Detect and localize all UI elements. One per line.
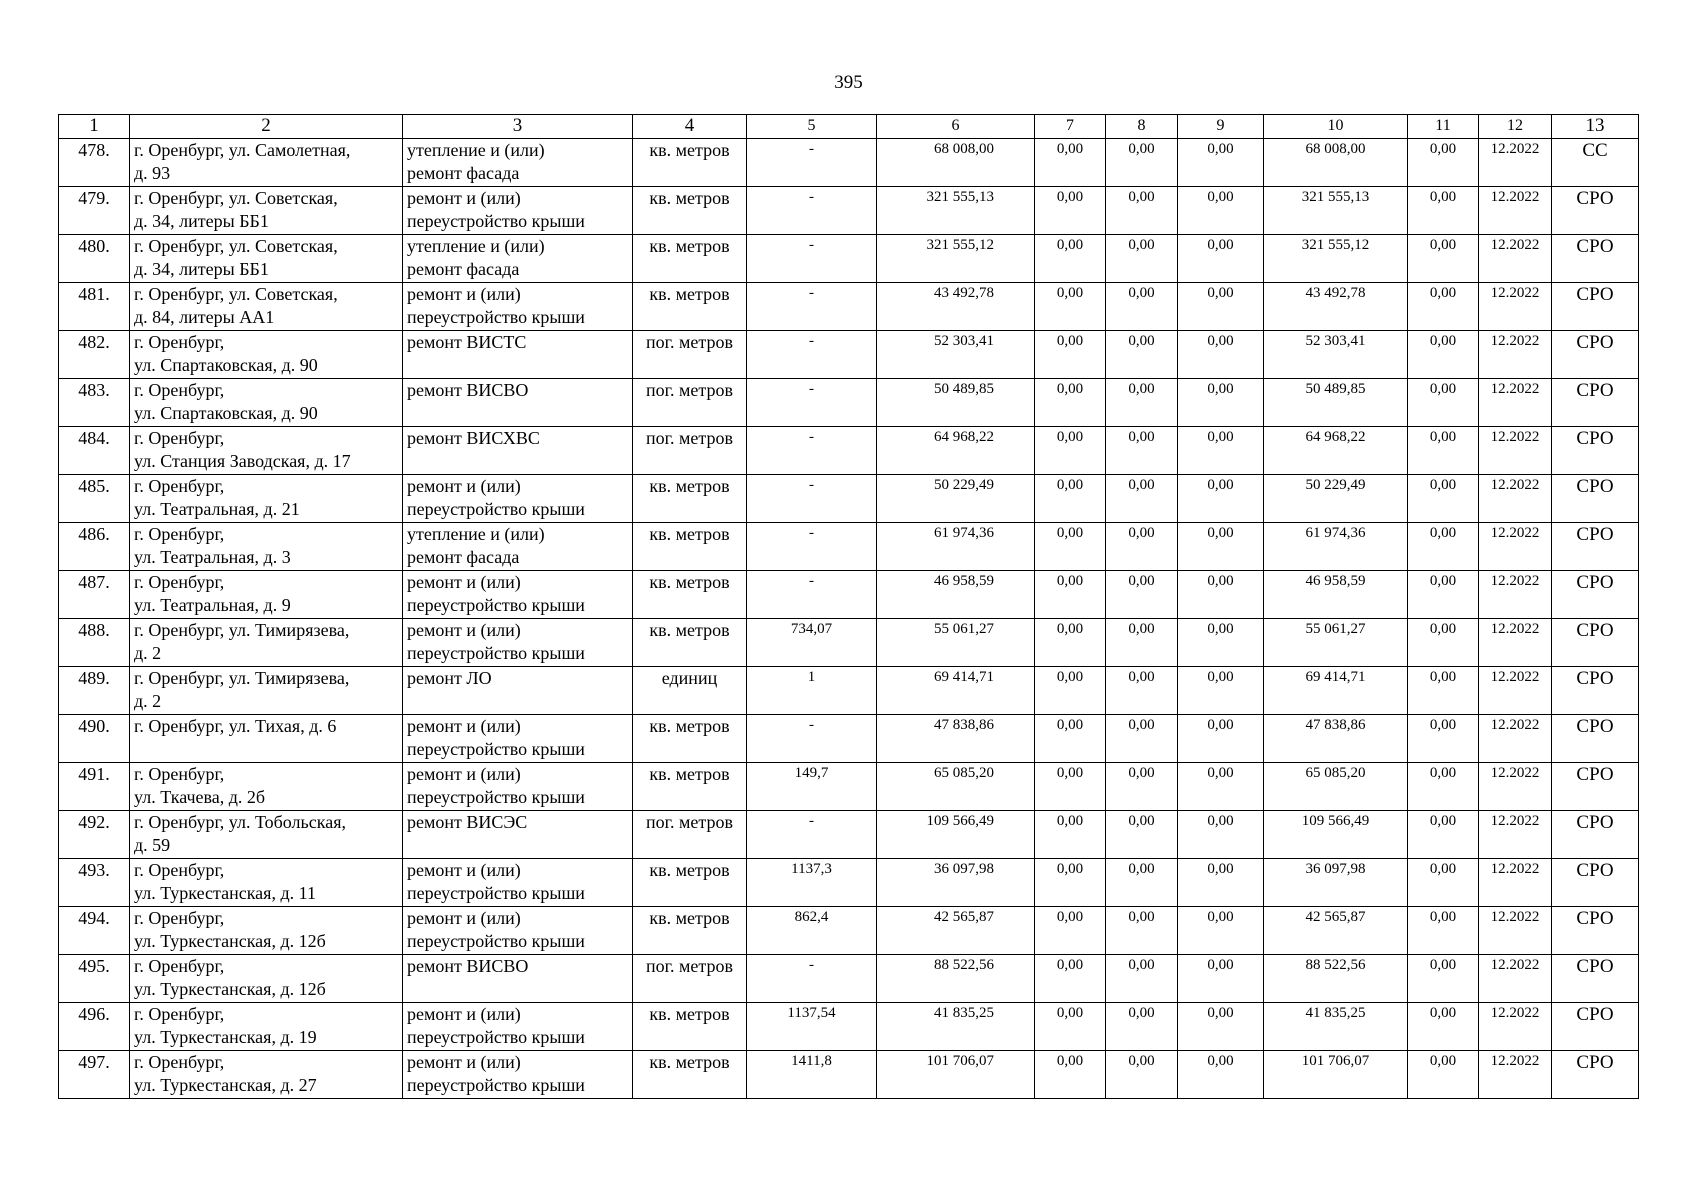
cost-col8-cell: 0,00: [1106, 763, 1178, 811]
column-header-10: 10: [1264, 115, 1408, 139]
date-cell: 12.2022: [1479, 859, 1552, 907]
date-cell: 12.2022: [1479, 955, 1552, 1003]
cost-col8-cell: 0,00: [1106, 427, 1178, 475]
cost-col10-cell: 88 522,56: [1264, 955, 1408, 1003]
cost-col8-cell: 0,00: [1106, 283, 1178, 331]
cost-col8-cell: 0,00: [1106, 715, 1178, 763]
table-row: [59, 763, 1639, 811]
cost-col9-cell: 0,00: [1178, 523, 1264, 571]
cost-col7-cell: 0,00: [1035, 715, 1106, 763]
quantity-cell: -: [747, 139, 877, 187]
cost-col8-cell: 0,00: [1106, 187, 1178, 235]
unit-cell: кв. метров: [633, 907, 747, 955]
column-header-2: 2: [130, 115, 403, 139]
cost-col8-cell: 0,00: [1106, 331, 1178, 379]
cost-col7-cell: 0,00: [1035, 331, 1106, 379]
date-cell: 12.2022: [1479, 619, 1552, 667]
code-cell: СРО: [1552, 1051, 1639, 1099]
date-cell: 12.2022: [1479, 715, 1552, 763]
column-header-8: 8: [1106, 115, 1178, 139]
cost-col10-cell: 52 303,41: [1264, 331, 1408, 379]
unit-cell: кв. метров: [633, 283, 747, 331]
cost-col10-cell: 65 085,20: [1264, 763, 1408, 811]
date-cell: 12.2022: [1479, 907, 1552, 955]
unit-cell: кв. метров: [633, 523, 747, 571]
unit-cell: пог. метров: [633, 811, 747, 859]
date-cell: 12.2022: [1479, 811, 1552, 859]
cost-col9-cell: 0,00: [1178, 811, 1264, 859]
cost-col8-cell: 0,00: [1106, 811, 1178, 859]
cost-col11-cell: 0,00: [1408, 667, 1479, 715]
table-row: [59, 715, 1639, 763]
code-cell: СРО: [1552, 955, 1639, 1003]
table-row: [59, 811, 1639, 859]
cost-col9-cell: 0,00: [1178, 235, 1264, 283]
cost-col8-cell: 0,00: [1106, 907, 1178, 955]
total-cost-cell: 46 958,59: [877, 571, 1035, 619]
cost-col10-cell: 321 555,13: [1264, 187, 1408, 235]
unit-cell: кв. метров: [633, 571, 747, 619]
code-cell: СРО: [1552, 283, 1639, 331]
row-number: 495.: [59, 955, 130, 1003]
address-cell: г. Оренбург, ул. Тобольская, д. 59: [130, 811, 403, 859]
work-type-cell: утепление и (или) ремонт фасада: [403, 523, 633, 571]
cost-col9-cell: 0,00: [1178, 619, 1264, 667]
address-cell: г. Оренбург, ул. Туркестанская, д. 11: [130, 859, 403, 907]
code-cell: СРО: [1552, 763, 1639, 811]
quantity-cell: -: [747, 331, 877, 379]
total-cost-cell: 50 229,49: [877, 475, 1035, 523]
cost-col9-cell: 0,00: [1178, 907, 1264, 955]
cost-col11-cell: 0,00: [1408, 955, 1479, 1003]
row-number: 489.: [59, 667, 130, 715]
cost-col10-cell: 46 958,59: [1264, 571, 1408, 619]
cost-col11-cell: 0,00: [1408, 475, 1479, 523]
code-cell: СРО: [1552, 907, 1639, 955]
date-cell: 12.2022: [1479, 331, 1552, 379]
table-row: [59, 139, 1639, 187]
code-cell: СРО: [1552, 427, 1639, 475]
table-row: [59, 523, 1639, 571]
cost-col7-cell: 0,00: [1035, 619, 1106, 667]
quantity-cell: 1137,3: [747, 859, 877, 907]
work-type-cell: ремонт и (или) переустройство крыши: [403, 1051, 633, 1099]
cost-col8-cell: 0,00: [1106, 1003, 1178, 1051]
quantity-cell: -: [747, 715, 877, 763]
unit-cell: единиц: [633, 667, 747, 715]
cost-col8-cell: 0,00: [1106, 1051, 1178, 1099]
cost-col10-cell: 69 414,71: [1264, 667, 1408, 715]
cost-col7-cell: 0,00: [1035, 139, 1106, 187]
date-cell: 12.2022: [1479, 1051, 1552, 1099]
address-cell: г. Оренбург, ул. Самолетная, д. 93: [130, 139, 403, 187]
code-cell: СРО: [1552, 715, 1639, 763]
code-cell: СРО: [1552, 571, 1639, 619]
cost-col11-cell: 0,00: [1408, 763, 1479, 811]
date-cell: 12.2022: [1479, 523, 1552, 571]
cost-col9-cell: 0,00: [1178, 1051, 1264, 1099]
total-cost-cell: 52 303,41: [877, 331, 1035, 379]
row-number: 490.: [59, 715, 130, 763]
cost-col11-cell: 0,00: [1408, 859, 1479, 907]
total-cost-cell: 41 835,25: [877, 1003, 1035, 1051]
quantity-cell: -: [747, 283, 877, 331]
table-row: [59, 475, 1639, 523]
table-row: [59, 331, 1639, 379]
cost-col11-cell: 0,00: [1408, 139, 1479, 187]
quantity-cell: -: [747, 187, 877, 235]
cost-col9-cell: 0,00: [1178, 379, 1264, 427]
total-cost-cell: 109 566,49: [877, 811, 1035, 859]
cost-col11-cell: 0,00: [1408, 715, 1479, 763]
table-body: [59, 139, 1639, 1099]
table-row: [59, 571, 1639, 619]
cost-col10-cell: 61 974,36: [1264, 523, 1408, 571]
cost-col11-cell: 0,00: [1408, 523, 1479, 571]
column-header-12: 12: [1479, 115, 1552, 139]
date-cell: 12.2022: [1479, 1003, 1552, 1051]
total-cost-cell: 55 061,27: [877, 619, 1035, 667]
total-cost-cell: 43 492,78: [877, 283, 1035, 331]
cost-col10-cell: 36 097,98: [1264, 859, 1408, 907]
work-type-cell: ремонт ВИСВО: [403, 955, 633, 1003]
table-row: [59, 235, 1639, 283]
cost-col11-cell: 0,00: [1408, 1003, 1479, 1051]
date-cell: 12.2022: [1479, 379, 1552, 427]
cost-col10-cell: 101 706,07: [1264, 1051, 1408, 1099]
date-cell: 12.2022: [1479, 763, 1552, 811]
unit-cell: пог. метров: [633, 331, 747, 379]
quantity-cell: -: [747, 379, 877, 427]
unit-cell: кв. метров: [633, 715, 747, 763]
code-cell: СРО: [1552, 331, 1639, 379]
row-number: 484.: [59, 427, 130, 475]
quantity-cell: 149,7: [747, 763, 877, 811]
date-cell: 12.2022: [1479, 427, 1552, 475]
address-cell: г. Оренбург, ул. Спартаковская, д. 90: [130, 379, 403, 427]
table-row: [59, 187, 1639, 235]
cost-col11-cell: 0,00: [1408, 811, 1479, 859]
address-cell: г. Оренбург, ул. Станция Заводская, д. 17: [130, 427, 403, 475]
work-type-cell: ремонт и (или) переустройство крыши: [403, 283, 633, 331]
row-number: 487.: [59, 571, 130, 619]
work-type-cell: ремонт ЛО: [403, 667, 633, 715]
cost-col9-cell: 0,00: [1178, 955, 1264, 1003]
work-type-cell: ремонт ВИСХВС: [403, 427, 633, 475]
cost-col7-cell: 0,00: [1035, 379, 1106, 427]
work-type-cell: ремонт ВИСЭС: [403, 811, 633, 859]
work-type-cell: ремонт ВИСТС: [403, 331, 633, 379]
address-cell: г. Оренбург, ул. Ткачева, д. 2б: [130, 763, 403, 811]
cost-col8-cell: 0,00: [1106, 667, 1178, 715]
cost-col7-cell: 0,00: [1035, 667, 1106, 715]
cost-col10-cell: 41 835,25: [1264, 1003, 1408, 1051]
date-cell: 12.2022: [1479, 283, 1552, 331]
quantity-cell: -: [747, 523, 877, 571]
code-cell: СРО: [1552, 1003, 1639, 1051]
cost-col7-cell: 0,00: [1035, 955, 1106, 1003]
table-row: [59, 955, 1639, 1003]
cost-col10-cell: 55 061,27: [1264, 619, 1408, 667]
quantity-cell: 1137,54: [747, 1003, 877, 1051]
row-number: 483.: [59, 379, 130, 427]
cost-col11-cell: 0,00: [1408, 427, 1479, 475]
address-cell: г. Оренбург, ул. Советская, д. 84, литеры АА1: [130, 283, 403, 331]
address-cell: г. Оренбург, ул. Туркестанская, д. 27: [130, 1051, 403, 1099]
date-cell: 12.2022: [1479, 667, 1552, 715]
page-number: 395: [834, 72, 863, 93]
address-cell: г. Оренбург, ул. Туркестанская, д. 12б: [130, 907, 403, 955]
row-number: 485.: [59, 475, 130, 523]
code-cell: СРО: [1552, 811, 1639, 859]
cost-col9-cell: 0,00: [1178, 187, 1264, 235]
unit-cell: кв. метров: [633, 1003, 747, 1051]
quantity-cell: 1: [747, 667, 877, 715]
unit-cell: кв. метров: [633, 187, 747, 235]
column-header-6: 6: [877, 115, 1035, 139]
cost-col8-cell: 0,00: [1106, 139, 1178, 187]
cost-col11-cell: 0,00: [1408, 283, 1479, 331]
row-number: 497.: [59, 1051, 130, 1099]
work-type-cell: ремонт и (или) переустройство крыши: [403, 907, 633, 955]
cost-col7-cell: 0,00: [1035, 1051, 1106, 1099]
total-cost-cell: 65 085,20: [877, 763, 1035, 811]
table-row: [59, 1051, 1639, 1099]
cost-col11-cell: 0,00: [1408, 619, 1479, 667]
address-cell: г. Оренбург, ул. Театральная, д. 21: [130, 475, 403, 523]
quantity-cell: -: [747, 475, 877, 523]
code-cell: СРО: [1552, 235, 1639, 283]
column-header-11: 11: [1408, 115, 1479, 139]
total-cost-cell: 69 414,71: [877, 667, 1035, 715]
cost-col7-cell: 0,00: [1035, 1003, 1106, 1051]
code-cell: СРО: [1552, 523, 1639, 571]
date-cell: 12.2022: [1479, 571, 1552, 619]
cost-col9-cell: 0,00: [1178, 475, 1264, 523]
code-cell: СРО: [1552, 187, 1639, 235]
cost-col7-cell: 0,00: [1035, 907, 1106, 955]
cost-col9-cell: 0,00: [1178, 667, 1264, 715]
work-type-cell: ремонт и (или) переустройство крыши: [403, 859, 633, 907]
work-type-cell: ремонт и (или) переустройство крыши: [403, 763, 633, 811]
total-cost-cell: 321 555,13: [877, 187, 1035, 235]
unit-cell: кв. метров: [633, 235, 747, 283]
work-type-cell: ремонт и (или) переустройство крыши: [403, 1003, 633, 1051]
cost-col11-cell: 0,00: [1408, 379, 1479, 427]
address-cell: г. Оренбург, ул. Театральная, д. 3: [130, 523, 403, 571]
cost-col8-cell: 0,00: [1106, 523, 1178, 571]
code-cell: СРО: [1552, 475, 1639, 523]
column-header-4: 4: [633, 115, 747, 139]
cost-col11-cell: 0,00: [1408, 571, 1479, 619]
cost-col10-cell: 321 555,12: [1264, 235, 1408, 283]
cost-col10-cell: 43 492,78: [1264, 283, 1408, 331]
total-cost-cell: 50 489,85: [877, 379, 1035, 427]
row-number: 491.: [59, 763, 130, 811]
unit-cell: кв. метров: [633, 619, 747, 667]
cost-col10-cell: 42 565,87: [1264, 907, 1408, 955]
cost-col11-cell: 0,00: [1408, 1051, 1479, 1099]
cost-col7-cell: 0,00: [1035, 187, 1106, 235]
data-table: [58, 114, 1639, 1099]
cost-col11-cell: 0,00: [1408, 331, 1479, 379]
cost-col7-cell: 0,00: [1035, 523, 1106, 571]
table-row: [59, 283, 1639, 331]
code-cell: СРО: [1552, 667, 1639, 715]
address-cell: г. Оренбург, ул. Тихая, д. 6: [130, 715, 403, 763]
work-type-cell: ремонт и (или) переустройство крыши: [403, 187, 633, 235]
total-cost-cell: 88 522,56: [877, 955, 1035, 1003]
cost-col7-cell: 0,00: [1035, 427, 1106, 475]
row-number: 481.: [59, 283, 130, 331]
unit-cell: пог. метров: [633, 427, 747, 475]
date-cell: 12.2022: [1479, 187, 1552, 235]
address-cell: г. Оренбург, ул. Спартаковская, д. 90: [130, 331, 403, 379]
quantity-cell: -: [747, 235, 877, 283]
total-cost-cell: 101 706,07: [877, 1051, 1035, 1099]
quantity-cell: 862,4: [747, 907, 877, 955]
cost-col11-cell: 0,00: [1408, 907, 1479, 955]
table-row: [59, 1003, 1639, 1051]
address-cell: г. Оренбург, ул. Театральная, д. 9: [130, 571, 403, 619]
row-number: 478.: [59, 139, 130, 187]
column-header-1: 1: [59, 115, 130, 139]
cost-col8-cell: 0,00: [1106, 955, 1178, 1003]
cost-col8-cell: 0,00: [1106, 235, 1178, 283]
cost-col7-cell: 0,00: [1035, 283, 1106, 331]
row-number: 493.: [59, 859, 130, 907]
cost-col10-cell: 64 968,22: [1264, 427, 1408, 475]
work-type-cell: ремонт и (или) переустройство крыши: [403, 619, 633, 667]
row-number: 486.: [59, 523, 130, 571]
unit-cell: пог. метров: [633, 379, 747, 427]
cost-col7-cell: 0,00: [1035, 571, 1106, 619]
quantity-cell: -: [747, 427, 877, 475]
unit-cell: кв. метров: [633, 1051, 747, 1099]
row-number: 480.: [59, 235, 130, 283]
cost-col10-cell: 109 566,49: [1264, 811, 1408, 859]
row-number: 479.: [59, 187, 130, 235]
row-number: 494.: [59, 907, 130, 955]
cost-col9-cell: 0,00: [1178, 427, 1264, 475]
quantity-cell: -: [747, 811, 877, 859]
work-type-cell: ремонт и (или) переустройство крыши: [403, 715, 633, 763]
cost-col10-cell: 50 229,49: [1264, 475, 1408, 523]
work-type-cell: ремонт и (или) переустройство крыши: [403, 571, 633, 619]
total-cost-cell: 36 097,98: [877, 859, 1035, 907]
cost-col9-cell: 0,00: [1178, 763, 1264, 811]
total-cost-cell: 64 968,22: [877, 427, 1035, 475]
code-cell: СРО: [1552, 619, 1639, 667]
address-cell: г. Оренбург, ул. Туркестанская, д. 12б: [130, 955, 403, 1003]
cost-col8-cell: 0,00: [1106, 379, 1178, 427]
total-cost-cell: 61 974,36: [877, 523, 1035, 571]
header-row: [59, 115, 1639, 139]
column-header-5: 5: [747, 115, 877, 139]
cost-col8-cell: 0,00: [1106, 571, 1178, 619]
address-cell: г. Оренбург, ул. Советская, д. 34, литеры ББ1: [130, 187, 403, 235]
date-cell: 12.2022: [1479, 475, 1552, 523]
unit-cell: пог. метров: [633, 955, 747, 1003]
code-cell: СРО: [1552, 859, 1639, 907]
code-cell: СРО: [1552, 379, 1639, 427]
cost-col11-cell: 0,00: [1408, 235, 1479, 283]
cost-col10-cell: 50 489,85: [1264, 379, 1408, 427]
cost-col9-cell: 0,00: [1178, 283, 1264, 331]
table-row: [59, 859, 1639, 907]
cost-col8-cell: 0,00: [1106, 475, 1178, 523]
work-type-cell: утепление и (или) ремонт фасада: [403, 235, 633, 283]
row-number: 488.: [59, 619, 130, 667]
column-header-13: 13: [1552, 115, 1639, 139]
cost-col9-cell: 0,00: [1178, 859, 1264, 907]
table-row: [59, 379, 1639, 427]
quantity-cell: -: [747, 571, 877, 619]
address-cell: г. Оренбург, ул. Тимирязева, д. 2: [130, 619, 403, 667]
cost-col8-cell: 0,00: [1106, 859, 1178, 907]
date-cell: 12.2022: [1479, 235, 1552, 283]
cost-col9-cell: 0,00: [1178, 571, 1264, 619]
work-type-cell: утепление и (или) ремонт фасада: [403, 139, 633, 187]
cost-col11-cell: 0,00: [1408, 187, 1479, 235]
cost-col9-cell: 0,00: [1178, 139, 1264, 187]
cost-col10-cell: 47 838,86: [1264, 715, 1408, 763]
cost-col9-cell: 0,00: [1178, 331, 1264, 379]
row-number: 482.: [59, 331, 130, 379]
cost-col7-cell: 0,00: [1035, 859, 1106, 907]
cost-col7-cell: 0,00: [1035, 763, 1106, 811]
work-type-cell: ремонт ВИСВО: [403, 379, 633, 427]
table-row: [59, 619, 1639, 667]
row-number: 492.: [59, 811, 130, 859]
quantity-cell: 1411,8: [747, 1051, 877, 1099]
cost-col9-cell: 0,00: [1178, 1003, 1264, 1051]
cost-col7-cell: 0,00: [1035, 475, 1106, 523]
unit-cell: кв. метров: [633, 859, 747, 907]
unit-cell: кв. метров: [633, 139, 747, 187]
cost-col10-cell: 68 008,00: [1264, 139, 1408, 187]
quantity-cell: 734,07: [747, 619, 877, 667]
date-cell: 12.2022: [1479, 139, 1552, 187]
cost-col7-cell: 0,00: [1035, 235, 1106, 283]
address-cell: г. Оренбург, ул. Советская, д. 34, литеры ББ1: [130, 235, 403, 283]
address-cell: г. Оренбург, ул. Тимирязева, д. 2: [130, 667, 403, 715]
total-cost-cell: 47 838,86: [877, 715, 1035, 763]
code-cell: СС: [1552, 139, 1639, 187]
cost-col9-cell: 0,00: [1178, 715, 1264, 763]
column-header-3: 3: [403, 115, 633, 139]
unit-cell: кв. метров: [633, 763, 747, 811]
total-cost-cell: 68 008,00: [877, 139, 1035, 187]
table-row: [59, 427, 1639, 475]
table-row: [59, 907, 1639, 955]
total-cost-cell: 42 565,87: [877, 907, 1035, 955]
work-type-cell: ремонт и (или) переустройство крыши: [403, 475, 633, 523]
column-header-9: 9: [1178, 115, 1264, 139]
cost-col8-cell: 0,00: [1106, 619, 1178, 667]
cost-col7-cell: 0,00: [1035, 811, 1106, 859]
column-header-7: 7: [1035, 115, 1106, 139]
table-row: [59, 667, 1639, 715]
row-number: 496.: [59, 1003, 130, 1051]
quantity-cell: -: [747, 955, 877, 1003]
unit-cell: кв. метров: [633, 475, 747, 523]
total-cost-cell: 321 555,12: [877, 235, 1035, 283]
address-cell: г. Оренбург, ул. Туркестанская, д. 19: [130, 1003, 403, 1051]
